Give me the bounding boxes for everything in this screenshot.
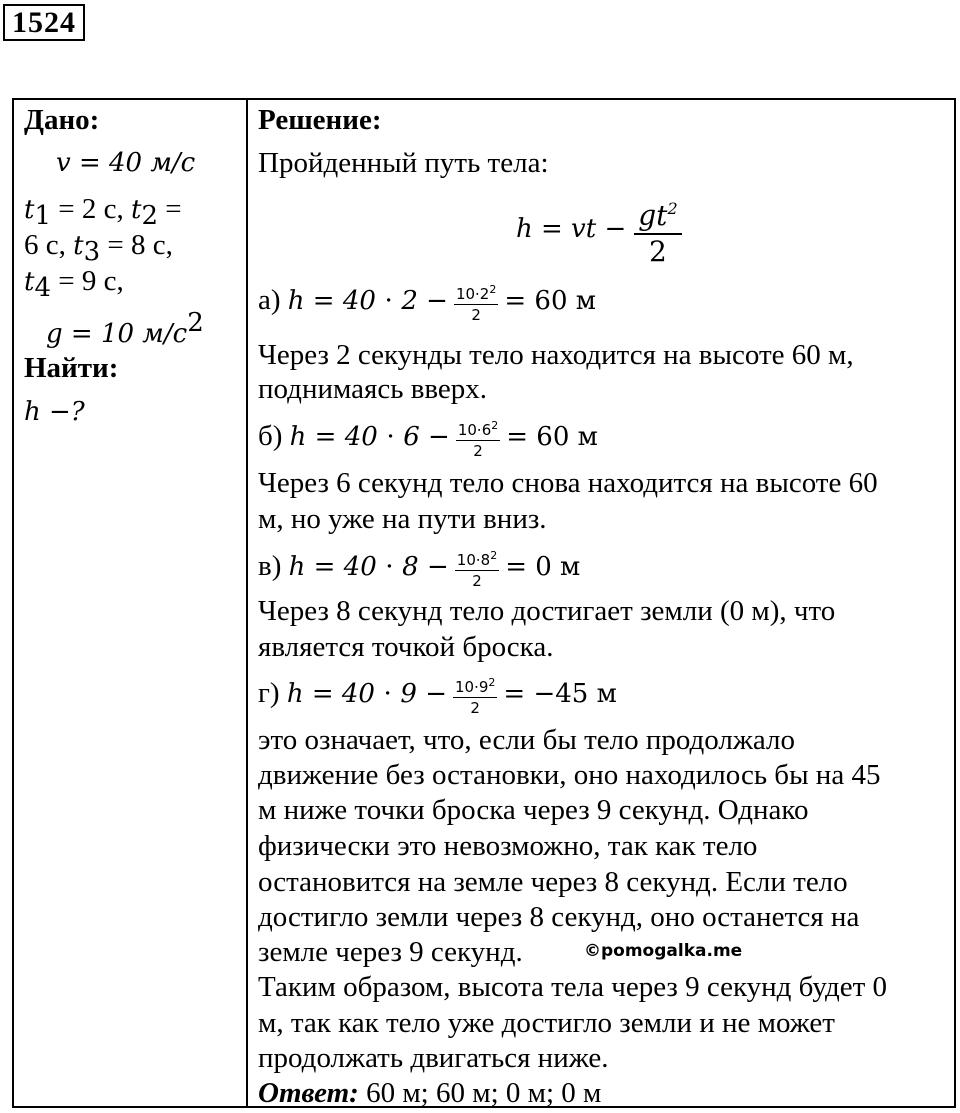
conclusion-3: продолжать двигаться ниже.: [258, 1042, 609, 1074]
column-divider: [246, 100, 248, 1106]
solution-header: Решение:: [258, 104, 382, 136]
part-b-formula: б) ℎ = 40 ⋅ 6 − $\frac{10\cdot 6^2}{2}$ = 60 м: [258, 416, 598, 461]
answer-value: 60 м; 60 м; 0 м; 0 м: [358, 1077, 602, 1109]
part-b-text-2: м, но уже на пути вниз.: [258, 503, 547, 535]
problem-number: 1524: [3, 4, 85, 41]
part-d-text-6: достигло земли через 8 секунд, оно останется на: [258, 901, 860, 933]
part-a-text-2: поднимаясь вверх.: [258, 373, 488, 405]
given-velocity: 𝑣 = 40 м/с: [56, 148, 196, 178]
path-intro: Пройденный путь тела:: [258, 147, 549, 179]
part-d-text-5: остановится на земле через 8 секунд. Если тело: [258, 866, 848, 898]
part-d-formula: г) ℎ = 40 ⋅ 9 − $\frac{10\cdot 9^2}{2}$ = −45 м: [258, 673, 617, 718]
part-c-text-1: Через 8 секунд тело достигает земли (0 м), что: [258, 595, 836, 627]
find-header: Найти:: [24, 352, 119, 384]
find-unknown: ℎ −?: [24, 397, 85, 427]
given-header: Дано:: [24, 104, 100, 136]
main-formula: ℎ = 𝑣𝑡 − $\frac{𝑔𝑡^2}{2}$: [516, 192, 682, 269]
part-d-text-4: физически это невозможно, так как тело: [258, 830, 758, 862]
answer-label: Ответ:: [258, 1077, 359, 1109]
part-d-text-1: это означает, что, если бы тело продолжало: [258, 724, 795, 756]
part-d-text-3: м ниже точки броска через 9 секунд. Однако: [258, 794, 809, 826]
part-b-text-1: Через 6 секунд тело снова находится на высоте 60: [258, 467, 878, 499]
part-c-formula: в) ℎ = 40 ⋅ 8 − $\frac{10\cdot 8^2}{2}$ = 0 м: [258, 546, 580, 591]
given-times-line-1: 𝑡$_1$ = 2 с, 𝑡$_2$ =: [24, 193, 182, 231]
conclusion-2: м, так как тело уже достигло земли и не может: [258, 1007, 835, 1039]
given-gravity: 𝑔 = 10 $м/с^2$: [46, 308, 204, 349]
part-d-text-7: земле через 9 секунд.: [258, 936, 523, 968]
conclusion-1: Таким образом, высота тела через 9 секунд будет 0: [258, 971, 888, 1003]
given-times-line-3: 𝑡$_4$ = 9 с,: [24, 265, 124, 303]
given-times-line-2: 6 с, 𝑡$_3$ = 8 с,: [24, 229, 173, 267]
part-d-text-2: движение без остановки, оно находилось бы на 45: [258, 759, 881, 791]
part-a-text-1: Через 2 секунды тело находится на высоте 60 м,: [258, 339, 854, 371]
solution-table: [12, 98, 956, 1108]
answer-line: [258, 1076, 601, 1110]
watermark: ©pomogalka.me: [584, 941, 743, 961]
part-a-formula: а) ℎ = 40 ⋅ 2 − $\frac{10\cdot 2^2}{2}$ = 60 м: [258, 280, 596, 325]
part-c-text-2: является точкой броска.: [258, 631, 554, 663]
